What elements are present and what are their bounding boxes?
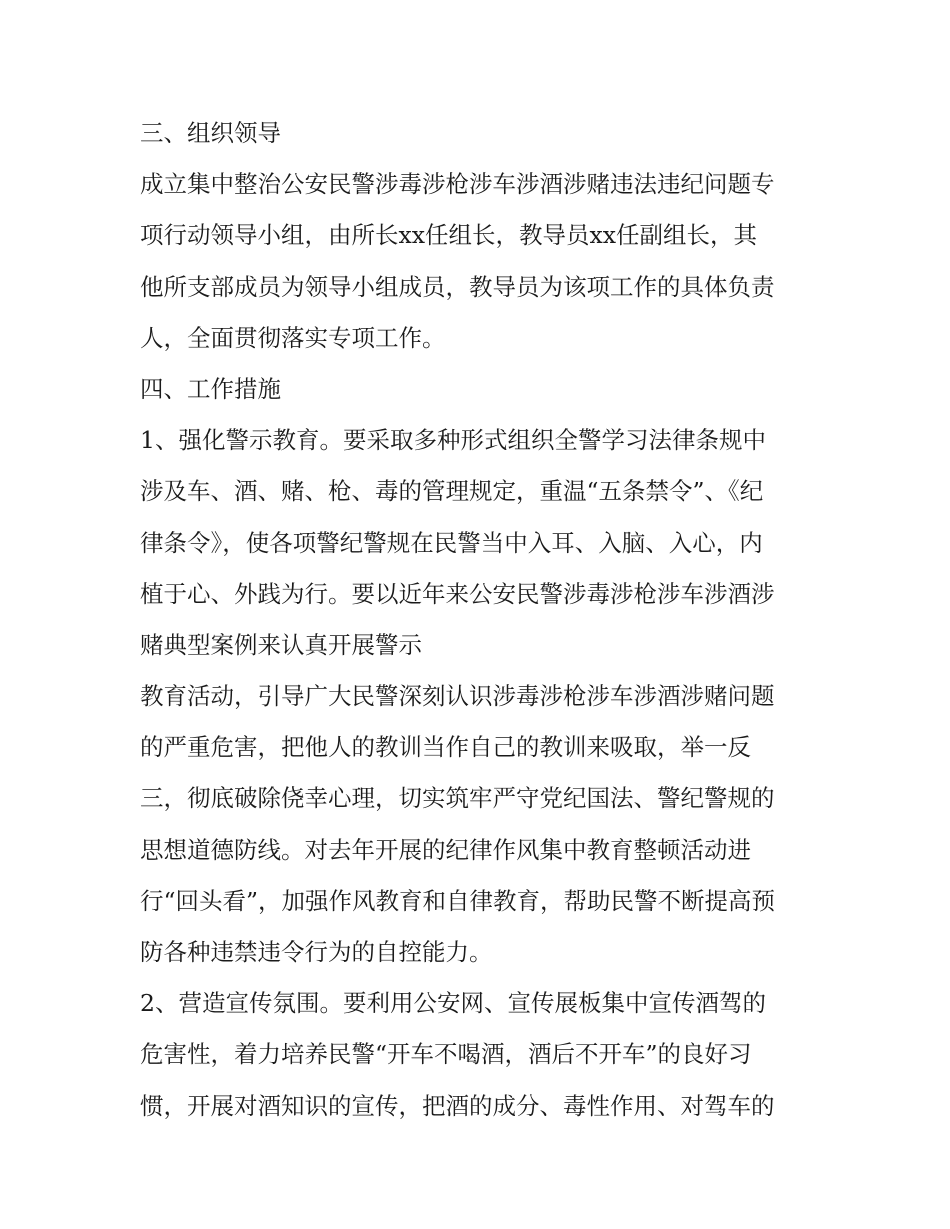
paragraph-line: 防各种违禁违令行为的自控能力。 [140,938,493,966]
paragraph-line: 律条令》，使各项警纪警规在民警当中入耳、入脑、入心，内 [140,528,763,557]
paragraph-line: 思想道德防线。对去年开展的纪律作风集中教育整顿活动进 [140,835,751,864]
paragraph-line: 的严重危害，把他人的教训当作自己的教训来吸取，举一反 [140,733,751,762]
section-heading-measures: 四、工作措施 [140,374,281,403]
paragraph-line: 三，彻底破除侥幸心理，切实筑牢严守党纪国法、警纪警规的 [140,784,775,813]
paragraph-line: 1、强化警示教育。要采取多种形式组织全警学习法律条规中 [140,426,766,455]
section-heading-organization: 三、组织领导 [140,119,281,147]
paragraph-line: 植于心、外践为行。要以近年来公安民警涉毒涉枪涉车涉酒涉 [140,579,775,608]
paragraph-line: 他所支部成员为领导小组成员，教导员为该项工作的具体负责 [140,272,775,301]
paragraph-line: 危害性，着力培养民警“开车不喝酒，酒后不开车”的良好习 [140,1040,752,1069]
paragraph-line: 2、营造宣传氛围。要利用公安网、宣传展板集中宣传酒驾的 [140,989,766,1018]
paragraph-line: 成立集中整治公安民警涉毒涉枪涉车涉酒涉赌违法违纪问题专 [140,170,775,199]
paragraph-line: 行“回头看”，加强作风教育和自律教育，帮助民警不断提高预 [140,886,776,915]
paragraph-line: 惯，开展对酒知识的宣传，把酒的成分、毒性作用、对驾车的 [140,1091,775,1120]
paragraph-line: 涉及车、酒、赌、枪、毒的管理规定，重温“五条禁令”、《纪 [140,477,764,506]
document-body [140,108,830,1132]
paragraph-line: 人，全面贯彻落实专项工作。 [140,323,446,352]
paragraph-line: 赌典型案例来认真开展警示 [140,630,422,659]
paragraph-line: 项行动领导小组，由所长xx任组长，教导员xx任副组长，其 [140,221,758,250]
paragraph-line: 教育活动，引导广大民警深刻认识涉毒涉枪涉车涉酒涉赌问题 [140,682,775,711]
